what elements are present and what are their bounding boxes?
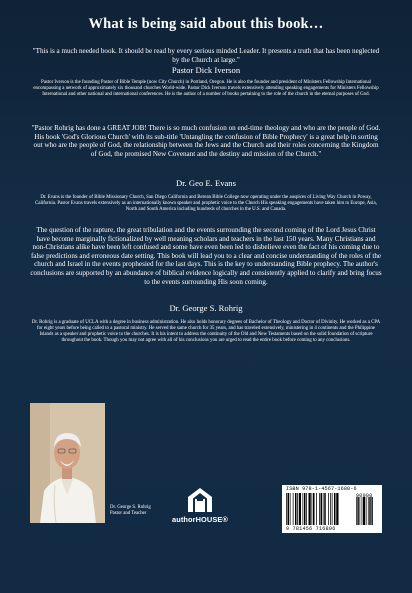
- barcode-addon-digits: 90000: [356, 493, 373, 499]
- barcode-bar: [299, 493, 301, 525]
- book-summary: The question of the rapture, the great tribulation and the events surrounding the second coming of the Lord Jesus Christ have become marginally fictionalized by well meaning scholars and teachers in the last 150 years. Many Christians and non-Christians alike have been left confused and some have even been led to disbelieve even the fact of his coming due to false predictions and erroneous date setting. This book will lead you to a clear and concise understanding of the roles of the church and Israel in the events prophesied for the last days. This is the key to understanding Bible prophecy. The author's conclusions are supported by an abundance of biblical evidence logically and consistently applied to clarify and bring focus to the events surrounding His soon coming.: [30, 226, 382, 286]
- author-portrait-image: [30, 403, 105, 523]
- barcode-bar: [306, 493, 307, 525]
- barcode-bar: [290, 493, 291, 525]
- barcode-bar: [328, 493, 329, 525]
- caption-role: Pastor and Teacher: [110, 511, 147, 516]
- barcode-bar: [309, 493, 311, 525]
- publisher-name-text: authorHOUSE: [172, 515, 223, 524]
- testimonial-name-1: Pastor Dick Iverson: [171, 65, 241, 75]
- publisher-logo: [170, 487, 230, 524]
- publisher-name: [170, 515, 230, 524]
- barcode-addon-bar: [371, 497, 372, 525]
- barcode-bar: [321, 493, 323, 525]
- barcode-bar: [316, 493, 317, 525]
- barcode-bar: [334, 493, 336, 525]
- testimonial-quote-1: "This is a much needed book. It should be read by every serious minded Leader. It presents a truth that has been neglected by the Church at large.": [32, 47, 380, 64]
- page-title: What is being said about this book…: [88, 16, 324, 32]
- barcode-bar: [293, 493, 294, 525]
- barcode-addon-bar: [356, 497, 357, 525]
- testimonial-quote-2: "Pastor Rohrig has done a GREAT JOB! There is so much confusion on end-time theology and who are the people of God. His book 'God's Glorious Church' with its sub-title 'Untangling the confusion of Bible Prophecy' is a great help in sorting out who are the people of God, the relationship between the Jews and the Church and their roles concerning the Kingdom of God, the promised New Covenant and the destiny and mission of the Church.": [31, 124, 381, 158]
- caption-name: Dr. George S. Rohrig: [110, 505, 151, 510]
- barcode-bar: [330, 493, 331, 525]
- authorhouse-logo-icon: [187, 487, 213, 513]
- barcode-bar: [288, 493, 290, 525]
- barcode-bar: [336, 493, 338, 525]
- barcode-bar: [313, 493, 315, 525]
- barcode-addon-bar: [368, 497, 369, 525]
- barcode-bar: [312, 493, 313, 525]
- barcode-bar: [295, 493, 297, 525]
- author-name: Dr. George S. Rohrig: [169, 303, 243, 313]
- testimonial-name-2: Dr. Geo E. Evans: [176, 178, 236, 188]
- barcode-addon-bar: [366, 497, 367, 525]
- barcode-digits: [286, 493, 373, 532]
- barcode-bar: [323, 493, 324, 525]
- barcode-bar: [297, 493, 298, 525]
- barcode-addon-bar: [357, 497, 358, 525]
- barcode-main-digits: 9 781456 716806: [286, 526, 336, 532]
- author-photo: [30, 403, 105, 523]
- isbn-barcode: [282, 485, 382, 533]
- barcode-addon-bar: [363, 497, 365, 525]
- author-bio: Dr. Rohrig is a graduate of UCLA with a degree in business administration. He also holds honorary degrees of Bachelor of Theology and Doctor of Divinity. He worked as a CPA for eight years before being called to a pastoral ministry. He served the same church for 35 years, and has traveled extensively, ministering in 4 continents and the Philippine Islands as a speaker and prophetic voice to the churches. It is his intent to address the continuity of the Old and New Testaments based on the solid foundation of scripture throughout the book. Though you may not agree with all of his conclusions you are urged to read the entire book before coming to any conclusions.: [31, 320, 381, 344]
- barcode-addon-bar: [360, 497, 361, 525]
- barcode-bar: [324, 493, 326, 525]
- barcode-addon-bar: [369, 497, 370, 525]
- isbn-text: ISBN 978-1-4567-1680-6: [286, 486, 357, 492]
- publisher-trademark: ®: [222, 515, 228, 524]
- barcode-bar: [286, 493, 287, 525]
- barcode-addon-bar: [362, 497, 363, 525]
- testimonial-bio-2: Dr. Evans is the founder of Bible Missionary Church, San Diego California and Berean Bible College now operating under the auspices of Living Way Church in Poway, California. Pastor Evans travels extensively as an internationally known speaker and prophetic voice to the Church His speaking engagements have taken him to Europe, Asia, North and South America including hundreds of churches in the U.S. and Canada.: [35, 195, 377, 213]
- testimonial-bio-1: Pastor Iverson is the founding Pastor of Bible Temple (now City Church) in Portland, Oregon. He is also the founder and president of Ministers Fellowship International encompassing a network of approximately six thousand churches World-wide. Pastor Dick Iverson travels extensively attending speaking engagements for Ministers Fellowship International and other national and international conferences. He is the author of a number of books pertaining to the role of the church in the eternal purposes of God.: [33, 80, 379, 98]
- barcode-bar: [319, 493, 320, 525]
- barcode-bar: [332, 493, 333, 525]
- barcode-bar: [303, 493, 304, 525]
- barcode-bar: [304, 493, 306, 525]
- author-photo-caption: [110, 505, 151, 517]
